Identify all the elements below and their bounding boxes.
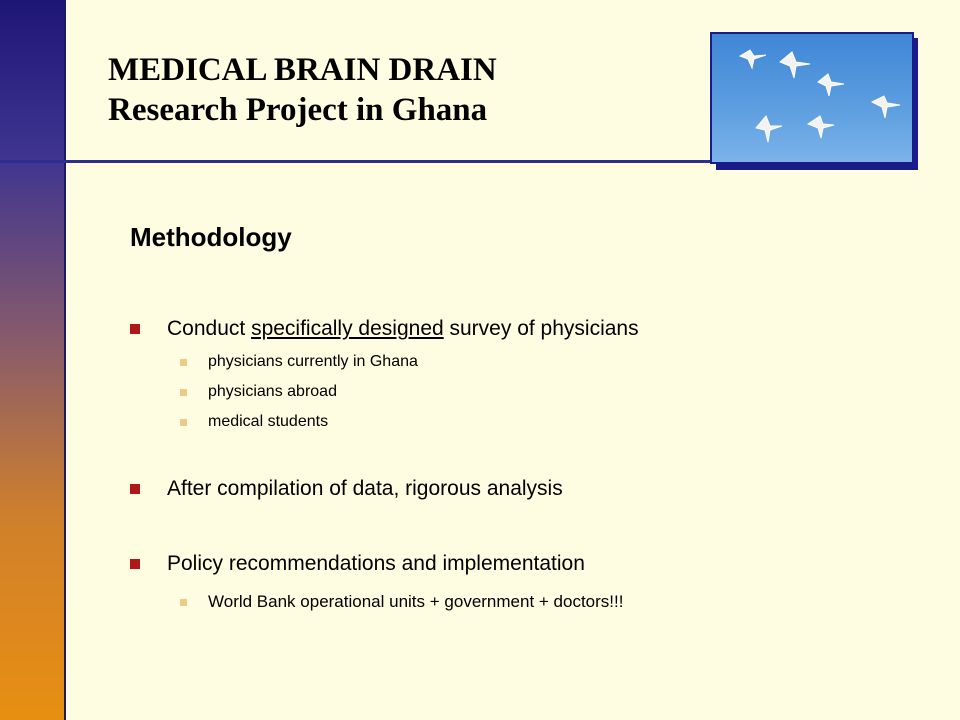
bullet-text-prefix: Conduct [167,317,252,340]
slide-title [108,50,497,130]
bullet-square-icon [130,484,140,494]
bullet-square-icon [130,559,140,569]
title-line-1: MEDICAL BRAIN DRAIN [108,52,497,88]
bullet-text: After compilation of data, rigorous analysis [167,477,563,500]
sub-bullet-square-icon [180,419,187,426]
bird-3 [818,74,844,96]
section-heading: Methodology [130,222,292,252]
sub-bullet-square-icon [180,599,187,606]
bird-4 [872,96,900,118]
bullet-square-icon [130,324,140,334]
sub-bullet-text: physicians abroad [208,383,337,400]
title-divider [0,160,712,163]
left-bar-edge [64,0,66,720]
sub-bullet-text: World Bank operational units + government + doctors!!! [208,592,624,611]
flying-birds-photo [710,32,914,164]
bird-5 [756,116,782,142]
bullet-text-emphasis: specifically designed [251,317,444,340]
bird-6 [808,116,834,138]
sub-bullet-square-icon [180,389,187,396]
sub-bullet-square-icon [180,359,187,366]
bullet-text-suffix: survey of physicians [443,317,639,340]
sub-bullet-text: medical students [208,413,329,430]
bird-2 [780,52,810,78]
left-gradient-bar [0,0,64,720]
sub-bullet-text: physicians currently in Ghana [208,353,418,370]
bird-1 [740,50,766,68]
bullet-text [167,315,639,343]
title-line-2: Research Project in Ghana [108,92,488,128]
birds-illustration [712,34,912,162]
bullet-text: Policy recommendations and implementation [167,552,585,575]
